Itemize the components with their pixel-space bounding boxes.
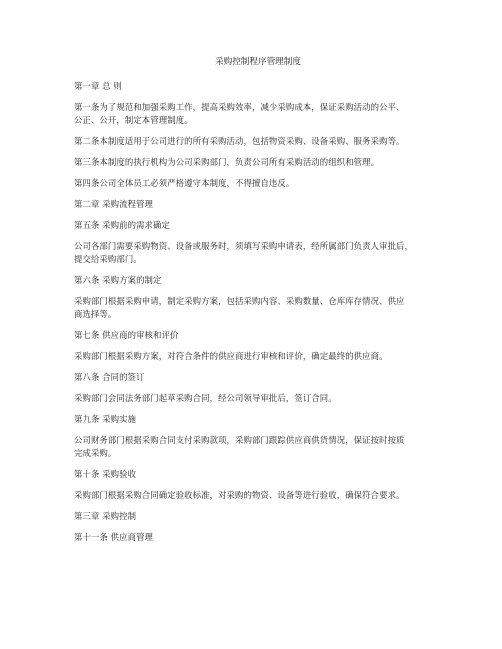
article-4: 第四条公司全体员工必须严格遵守本制度，不得擅自违反。 [74,178,295,188]
article-9-body: 公司财务部门根据采购合同支付采购款项，采购部门跟踪供应商供货情况，保证按时按质 完成采购。 [74,435,405,458]
article-10-body: 采购部门根据采购合同确定验收标准，对采购的物资、设备等进行验收，确保符合要求。 [74,490,405,500]
article-7-body: 采购部门根据采购方案，对符合条件的供应商进行审核和评价，确定最终的供应商。 [74,351,388,361]
article-7-heading: 第七条 供应商的审核和评价 [74,330,179,340]
article-11-heading: 第十一条 供应商管理 [74,532,154,542]
article-9-heading: 第九条 采购实施 [74,414,137,424]
article-2: 第二条本制度适用于公司进行的所有采购活动，包括物资采购、设备采购、服务采购等。 [74,136,405,146]
article-1: 第一条为了规范和加强采购工作，提高采购效率，减少采购成本，保证采购活动的公平、 公正、公开，制定本管理制度。 [74,102,405,125]
article-6-heading: 第六条 采购方案的制定 [74,275,162,285]
article-8-body: 采购部门会同法务部门起草采购合同，经公司领导审批后，签订合同。 [74,393,337,403]
article-8-heading: 第八条 合同的签订 [74,372,145,382]
article-5-body: 公司各部门需要采购物资、设备或服务时，须填写采购申请表，经所属部门负责人审批后， 提交给采购部门。 [74,241,413,264]
article-5-heading: 第五条 采购前的需求确定 [74,220,170,230]
chapter-2-heading: 第二章 采购流程管理 [74,199,154,209]
document-title: 采购控制程序管理制度 [215,57,301,67]
article-6-body: 采购部门根据采购申请，制定采购方案，包括采购内容、采购数量、仓库库存情况、供应 商选择等。 [74,296,405,319]
article-10-heading: 第十条 采购验收 [74,469,137,479]
article-3: 第三条本制度的执行机构为公司采购部门，负责公司所有采购活动的组织和管理。 [74,157,380,167]
chapter-1-heading: 第一章 总 则 [74,81,122,91]
chapter-3-heading: 第三章 采购控制 [74,511,137,521]
